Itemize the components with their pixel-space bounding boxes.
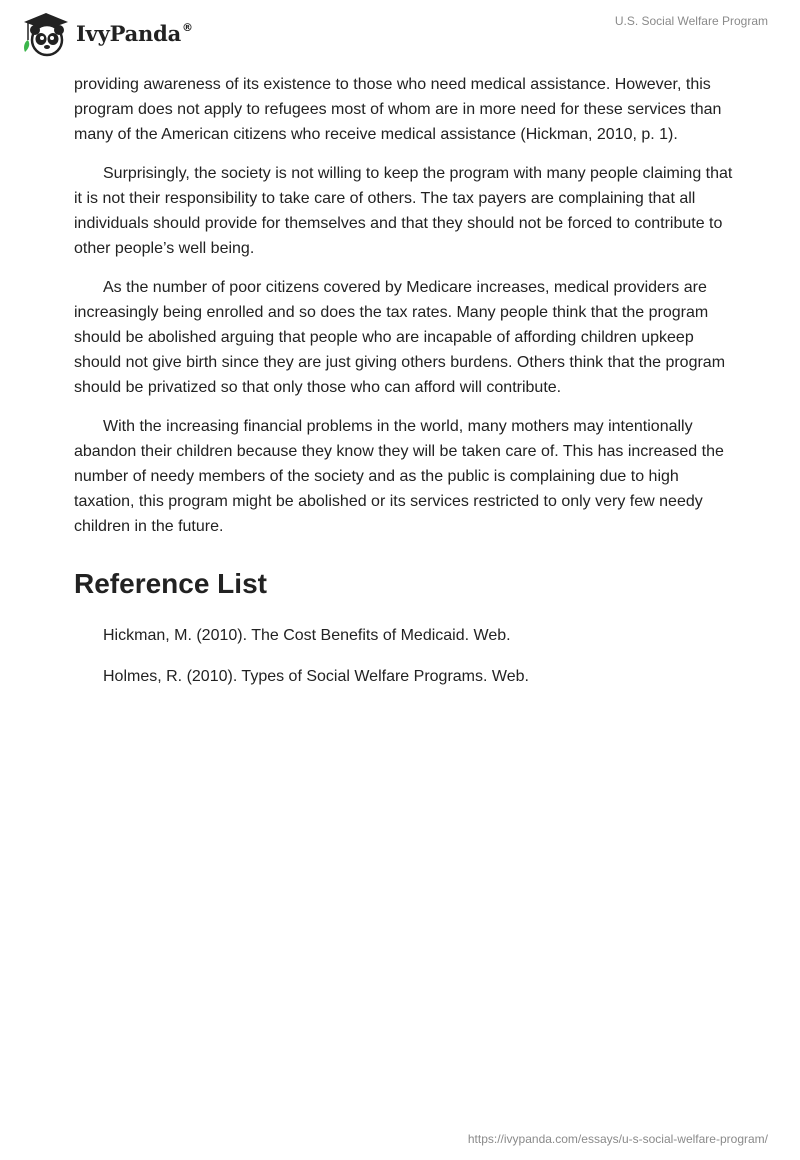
- body-paragraph: With the increasing financial problems in the world, many mothers may intentionally abandon their children because they know they will be taken care of. This has increased the number of needy members of the society and as the public is complaining due to high taxation, this program might be abolished or its services restricted to only very few needy children in the future.: [74, 418, 724, 535]
- reference-item: Holmes, R. (2010). Types of Social Welfare Programs. Web.: [103, 668, 529, 685]
- logo-wordmark: IvyPanda®: [76, 20, 193, 46]
- body-paragraph: providing awareness of its existence to those who need medical assistance. However, this program does not apply to refugees most of whom are in more need for these services than many of the American citizens who receive medical assistance (Hickman, 2010, p. 1).: [74, 76, 722, 143]
- source-url[interactable]: https://ivypanda.com/essays/u-s-social-welfare-program/: [467, 1132, 768, 1146]
- essay-content: [74, 72, 734, 705]
- reference-list: [74, 623, 734, 689]
- reference-list-heading: Reference List: [74, 568, 267, 599]
- body-paragraph: Surprisingly, the society is not willing to keep the program with many people claiming that it is not their responsibility to take care of others. The tax payers are complaining that all individuals should provide for themselves and that they should not be forced to contribute to other people’s well being.: [74, 165, 733, 257]
- reference-item: Hickman, M. (2010). The Cost Benefits of Medicaid. Web.: [103, 627, 511, 644]
- panda-graduate-icon: [16, 10, 74, 58]
- ivypanda-logo[interactable]: [16, 10, 193, 58]
- body-paragraph: As the number of poor citizens covered by Medicare increases, medical providers are increasingly being enrolled and so does the tax rates. Many people think that the program should be abolished arguing that people who are incapable of affording children upkeep should not give birth since they are just giving others burdens. Others think that the program should be privatized so that only those who can afford will contribute.: [74, 279, 726, 396]
- document-title: U.S. Social Welfare Program: [614, 14, 768, 28]
- page-header: [0, 0, 800, 64]
